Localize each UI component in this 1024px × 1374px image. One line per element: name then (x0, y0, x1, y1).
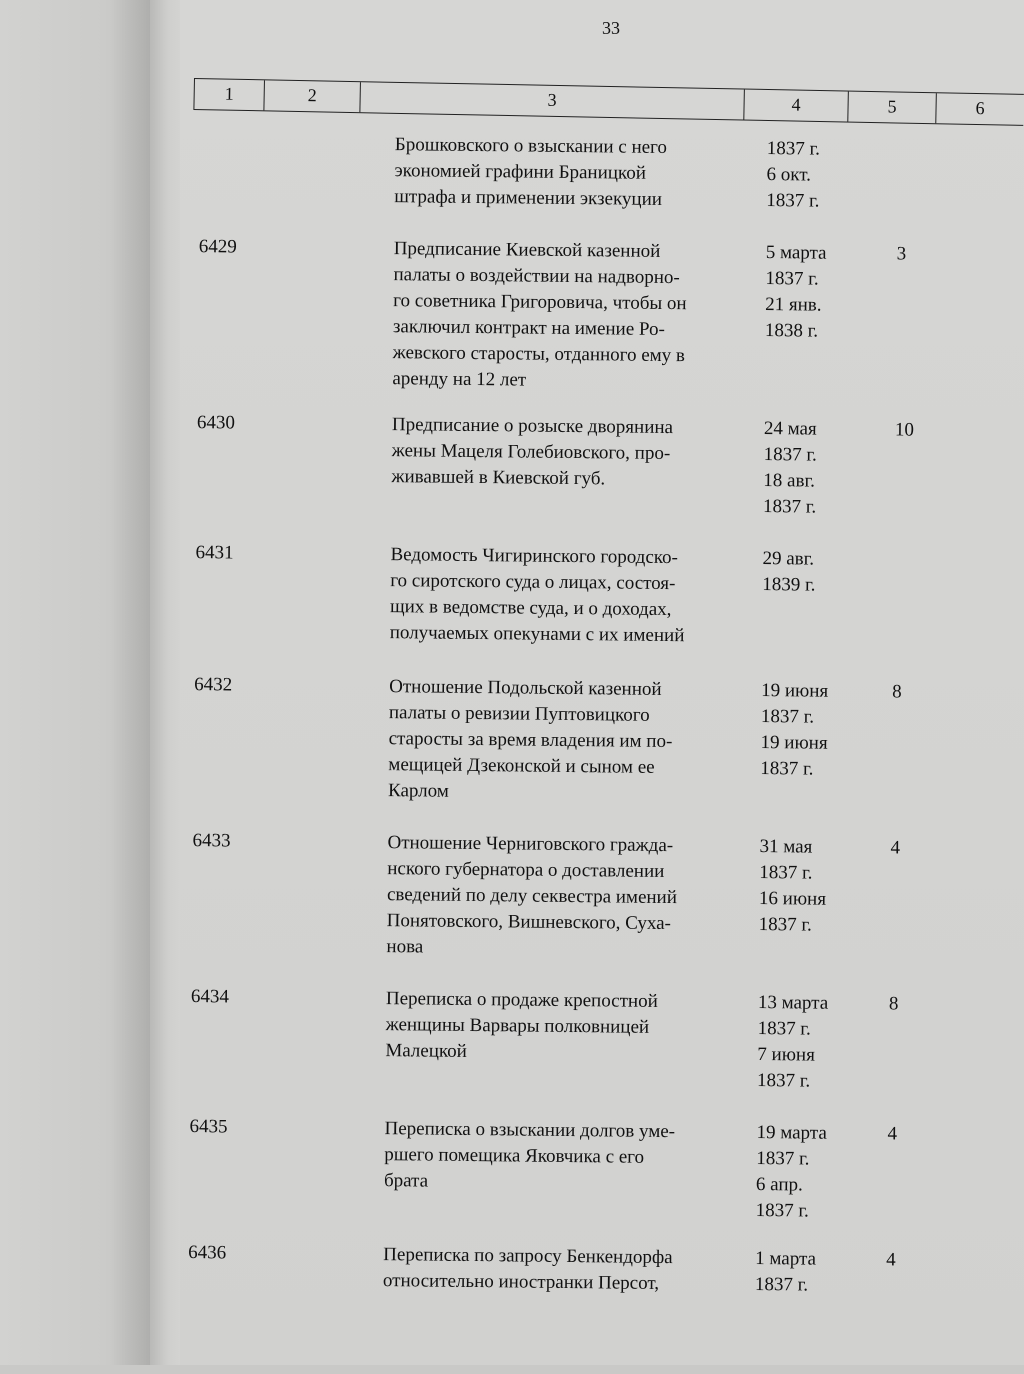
date-line: 21 янв. (765, 294, 822, 316)
date-line: 19 июня (761, 680, 829, 702)
catalog-entry (0, 538, 1020, 647)
entry-number: 6434 (190, 986, 230, 1008)
entry-dates (760, 678, 828, 783)
entry-sheet-count: 8 (892, 681, 902, 703)
description-line: Предписание Киевской казенной (393, 238, 661, 262)
date-line: 29 авг. (762, 548, 815, 570)
date-line: 1837 г. (759, 862, 813, 884)
date-line: 31 мая (759, 836, 813, 858)
description-line: жевского старосты, отданного ему в (392, 342, 686, 367)
entry-description (391, 412, 752, 494)
date-line: 1837 г. (760, 706, 815, 728)
entry-dates (756, 1120, 827, 1225)
catalog-entry (0, 232, 1023, 391)
catalog-entry (0, 670, 1018, 802)
entry-description (394, 132, 755, 214)
page-number: 33 (602, 18, 620, 38)
entry-description (385, 986, 746, 1068)
description-line: экономией графини Браницкой (394, 160, 647, 184)
date-line: 18 авг. (763, 470, 816, 492)
entry-description (386, 830, 747, 964)
description-line: го советника Григоровича, чтобы он (393, 290, 687, 315)
entry-sheet-count: 4 (886, 1249, 896, 1271)
date-line: 1837 г. (754, 1273, 809, 1296)
date-line: 1 марта (755, 1247, 817, 1270)
entry-number: 6435 (189, 1116, 228, 1138)
catalog-entry (0, 128, 1024, 212)
description-line: Понятовского, Вишневского, Суха- (386, 910, 672, 935)
description-line: получаемых опекунами с их имений (389, 622, 685, 647)
description-line: палаты о воздействии на надворно- (393, 264, 680, 289)
entry-dates (755, 1246, 816, 1299)
date-line: 24 мая (763, 418, 817, 440)
date-line: 6 окт. (766, 164, 812, 186)
date-line: 1839 г. (762, 574, 816, 596)
description-line: палаты о ревизии Пуптовицкого (388, 702, 650, 726)
entry-number: 6433 (192, 830, 231, 852)
description-line: Отношение Черниговского гражда- (387, 832, 674, 857)
column-header-2: 2 (263, 80, 360, 112)
catalog-entry (0, 1112, 1014, 1222)
entry-dates (757, 990, 828, 1095)
date-line: 5 марта (765, 242, 827, 264)
date-line: 19 июня (760, 732, 828, 754)
date-line: 1837 г. (762, 496, 817, 518)
description-line: сведений по делу секвестра имений (386, 884, 678, 909)
entry-dates (759, 834, 827, 939)
description-line: нского губернатора о доставлении (387, 858, 665, 883)
date-line: 1837 г. (760, 758, 814, 780)
date-line: 16 июня (758, 888, 827, 910)
entry-description (390, 542, 751, 650)
description-line: старосты за время владения им по- (388, 728, 673, 753)
entry-sheet-count: 10 (894, 419, 915, 441)
description-line: женщины Варвары полковницей (385, 1014, 650, 1038)
date-line: 1837 г. (755, 1199, 809, 1222)
entry-number: 6431 (195, 542, 234, 564)
description-line: Карлом (387, 780, 449, 802)
entry-description (383, 1242, 744, 1298)
column-header-1: 1 (193, 79, 264, 110)
entry-dates (763, 416, 817, 521)
date-line: 1838 г. (764, 320, 819, 342)
description-line: щих в ведомстве суда, и о доходах, (389, 596, 672, 621)
description-line: Переписка о взыскании долгов уме- (384, 1118, 676, 1143)
entry-sheet-count: 4 (887, 1123, 898, 1145)
description-line: Ведомость Чигиринского городско- (390, 544, 679, 569)
entry-description (384, 1116, 745, 1198)
description-line: живавшей в Киевской губ. (391, 466, 606, 490)
column-header-5: 5 (847, 92, 936, 124)
entry-sheet-count: 8 (888, 993, 899, 1015)
catalog-entry (0, 982, 1015, 1092)
entry-number: 6432 (194, 674, 233, 696)
date-line: 7 июня (757, 1043, 815, 1066)
entry-sheet-count: 3 (896, 243, 907, 265)
entry-number: 6436 (188, 1242, 227, 1264)
description-line: ршего помещика Яковчика с его (384, 1144, 645, 1168)
entry-dates (762, 546, 816, 599)
catalog-entry (0, 826, 1017, 958)
date-line: 19 марта (756, 1121, 827, 1144)
description-line: нова (386, 936, 424, 958)
date-line: 1837 г. (757, 1017, 811, 1040)
date-line: 1837 г. (763, 444, 817, 466)
entry-number: 6430 (196, 412, 236, 434)
date-line: 1837 г. (756, 1147, 810, 1170)
entry-number: 6429 (198, 236, 237, 258)
entry-description (388, 674, 749, 808)
date-line: 1837 г. (758, 913, 812, 936)
description-line: Предписание о розыске дворянина (391, 414, 674, 439)
column-header-6: 6 (935, 93, 1024, 125)
column-header-4: 4 (743, 90, 848, 122)
date-line: 6 апр. (755, 1173, 803, 1196)
entry-dates (765, 240, 827, 345)
date-line: 1837 г. (756, 1069, 811, 1092)
date-line: 1837 г. (766, 190, 820, 212)
description-line: заключил контракт на имение Ро- (392, 316, 665, 340)
description-line: жены Мацеля Голебиовского, про- (391, 440, 671, 465)
description-line: аренду на 12 лет (392, 368, 527, 391)
description-line: Переписка по запросу Бенкендорфа (383, 1244, 673, 1269)
description-line: брата (383, 1170, 429, 1192)
description-line: Отношение Подольской казенной (389, 676, 662, 700)
description-line: Брошковского о взыскании с него (394, 134, 668, 158)
catalog-entry (0, 1238, 1012, 1296)
date-line: 1837 г. (766, 138, 821, 160)
description-line: Малецкой (385, 1040, 467, 1062)
description-line: относительно иностранки Персот, (382, 1270, 660, 1294)
description-line: штрафа и применении экзекуции (394, 186, 663, 210)
entry-sheet-count: 4 (890, 837, 901, 859)
entry-description (392, 236, 754, 396)
column-header-3: 3 (359, 82, 744, 119)
date-line: 1837 г. (765, 268, 819, 290)
catalog-entry (0, 408, 1021, 518)
description-line: мещицей Дзеконской и сыном ее (388, 754, 655, 778)
date-line: 13 марта (757, 991, 829, 1014)
description-line: го сиротского суда о лицах, состоя- (390, 570, 676, 595)
description-line: Переписка о продаже крепостной (385, 988, 658, 1012)
entry-dates (766, 136, 820, 215)
